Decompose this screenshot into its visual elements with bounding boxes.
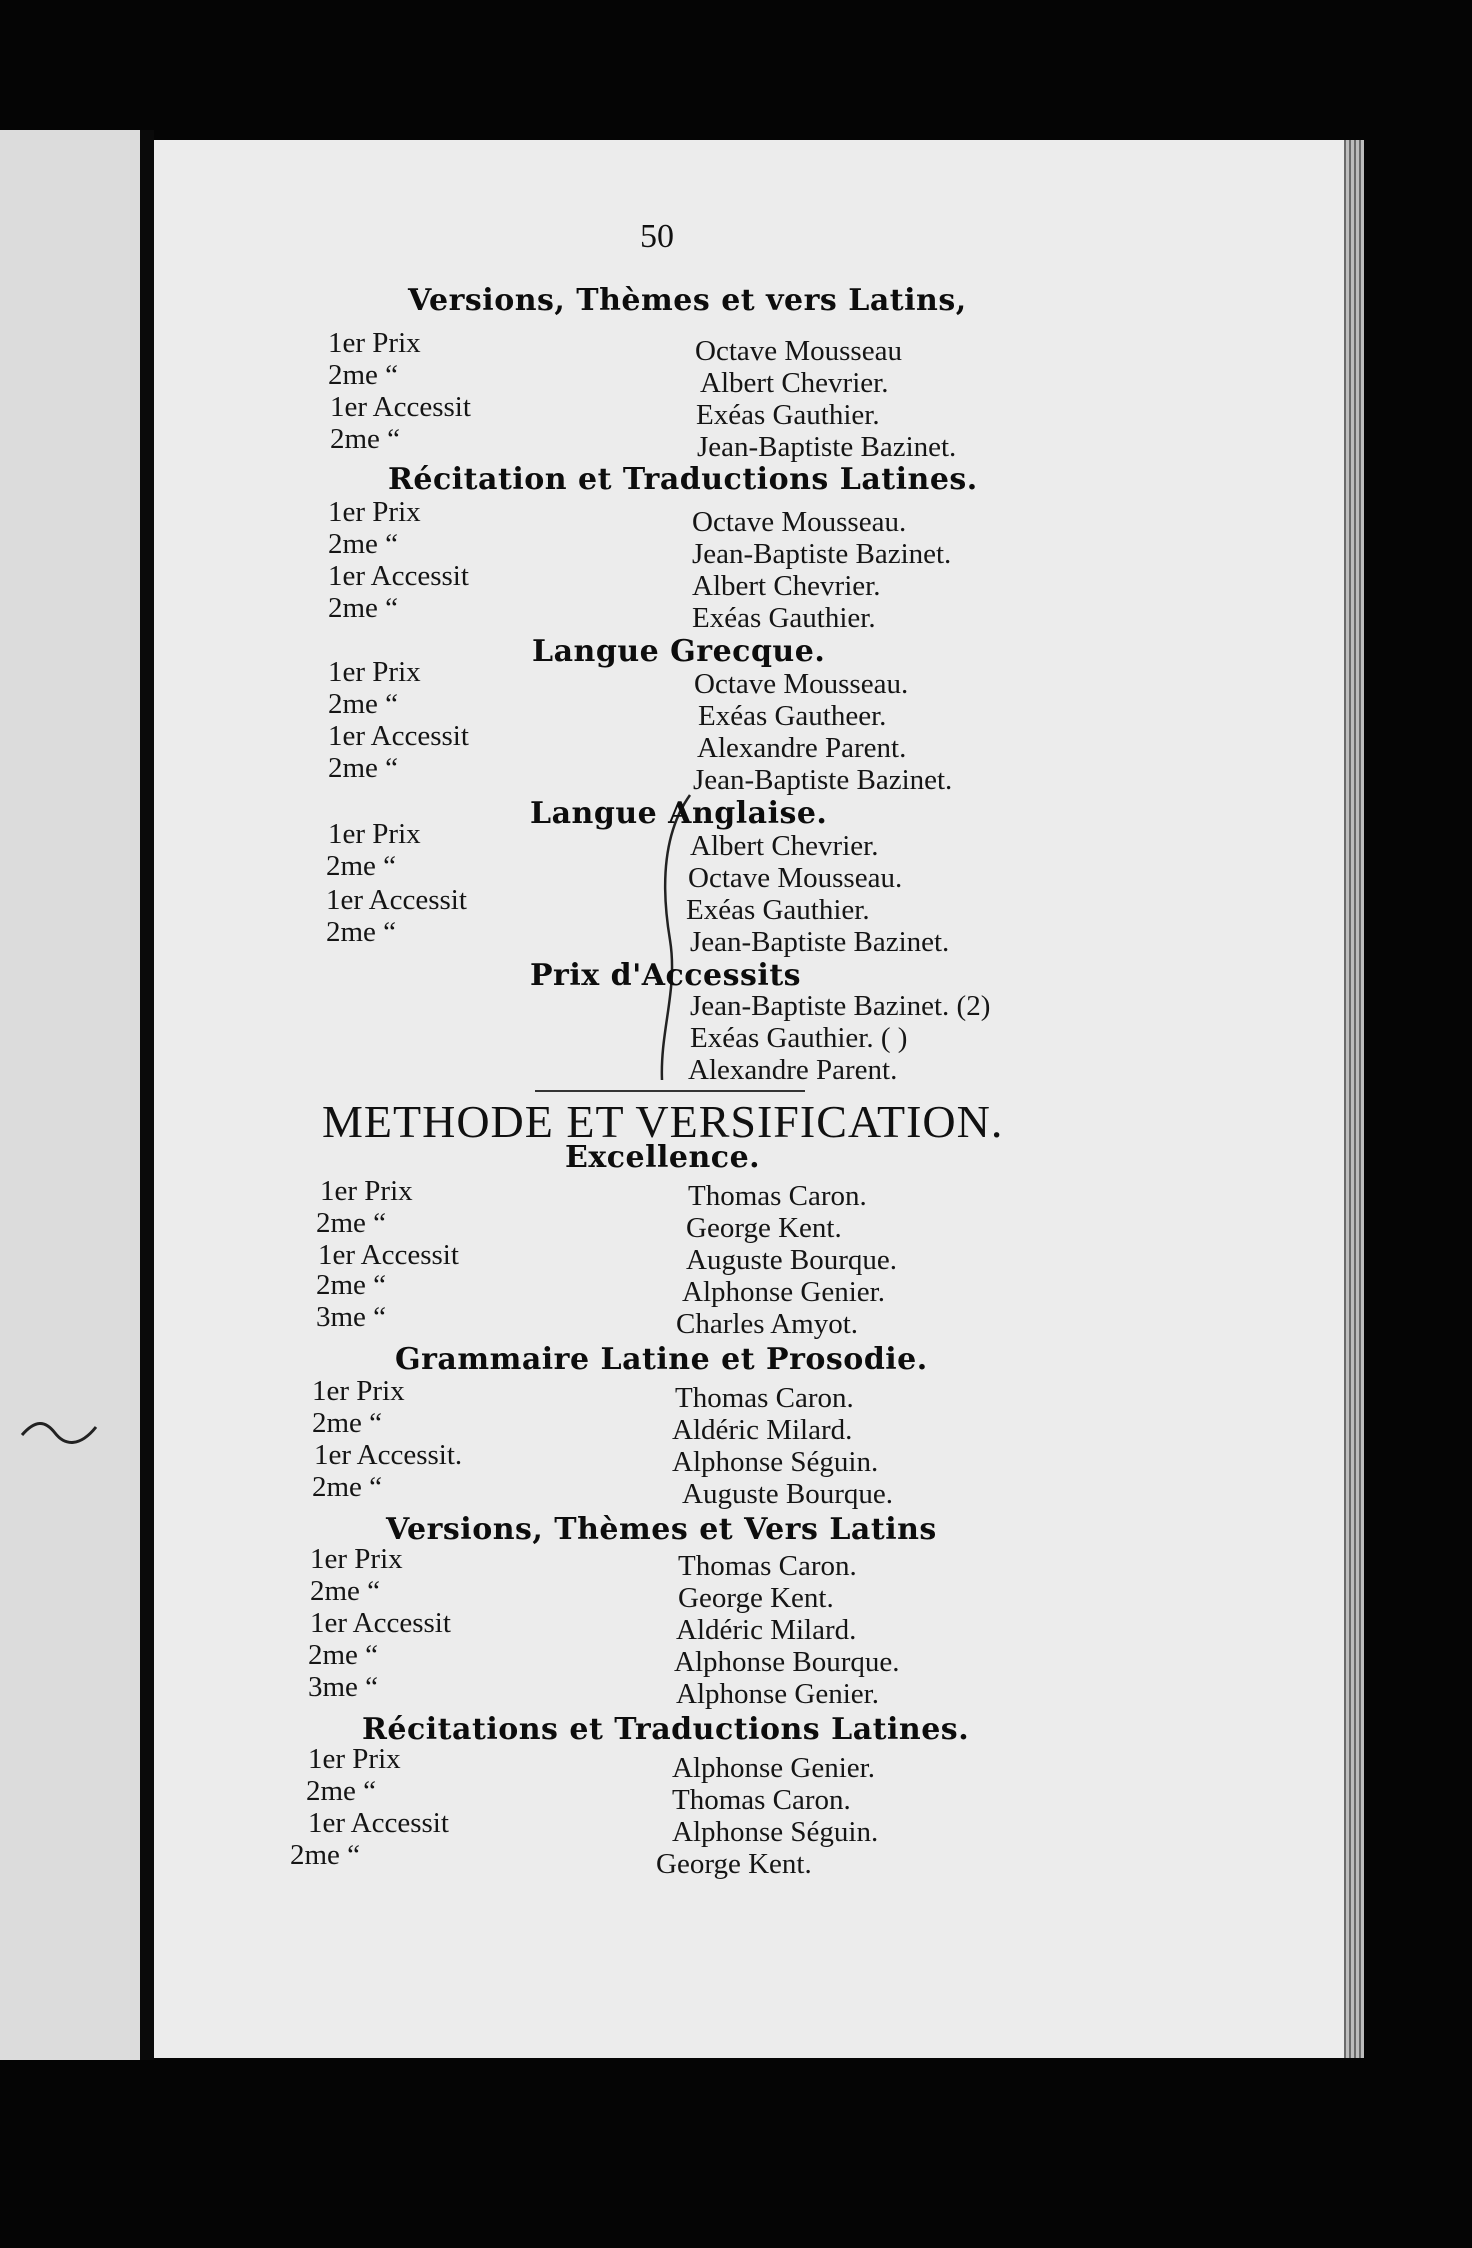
winner-name: Alphonse Genier. — [676, 1678, 879, 1710]
winner-name: Exéas Gauthier. — [696, 399, 880, 431]
rank-label: 2me “ — [306, 1775, 377, 1807]
rank-label: 1er Accessit — [328, 560, 469, 592]
rank-label: 1er Accessit — [308, 1807, 449, 1839]
heading-excellence: Excellence. — [565, 1140, 761, 1175]
rank-label: 2me “ — [328, 688, 399, 720]
heading-recitation-traductions: Récitation et Traductions Latines. — [388, 462, 978, 497]
winner-name: Exéas Gautheer. — [698, 700, 887, 732]
winner-name: Jean-Baptiste Bazinet. (2) — [690, 990, 991, 1022]
rank-label: 2me “ — [312, 1407, 383, 1439]
rank-label: 1er Accessit — [328, 720, 469, 752]
rank-label: 1er Accessit — [318, 1239, 459, 1271]
winner-name: George Kent. — [656, 1848, 812, 1880]
winner-name: Alexandre Parent. — [688, 1054, 898, 1086]
rank-label: 2me “ — [316, 1269, 387, 1301]
rank-label: 2me “ — [328, 752, 399, 784]
section-divider — [535, 1090, 805, 1092]
winner-name: Aldéric Milard. — [676, 1614, 857, 1646]
page-edge — [1344, 140, 1364, 2058]
rank-label: 2me “ — [328, 528, 399, 560]
rank-label: 1er Prix — [312, 1375, 405, 1407]
winner-name: Alphonse Genier. — [682, 1276, 885, 1308]
page-number: 50 — [640, 218, 674, 255]
rank-label: 1er Prix — [320, 1175, 413, 1207]
winner-name: Albert Chevrier. — [692, 570, 881, 602]
heading-versions-themes-latins: Versions, Thèmes et vers Latins, — [408, 283, 967, 318]
rank-label: 3me “ — [308, 1671, 379, 1703]
winner-name: Octave Mousseau — [695, 335, 902, 367]
winner-name: Auguste Bourque. — [682, 1478, 894, 1510]
winner-name: Octave Mousseau. — [694, 668, 909, 700]
rank-label: 1er Accessit. — [314, 1439, 463, 1471]
winner-name: Alexandre Parent. — [697, 732, 907, 764]
winner-name: Jean-Baptiste Bazinet. — [690, 926, 950, 958]
winner-name: Thomas Caron. — [688, 1180, 867, 1212]
rank-label: 2me “ — [316, 1207, 387, 1239]
winner-name: Alphonse Bourque. — [674, 1646, 900, 1678]
gutter-rule — [140, 130, 154, 2060]
winner-name: Alphonse Séguin. — [672, 1816, 879, 1848]
rank-label: 1er Prix — [328, 656, 421, 688]
rank-label: 1er Accessit — [326, 884, 467, 916]
winner-name: Alphonse Genier. — [672, 1752, 875, 1784]
heading-versions-themes-vers-latins: Versions, Thèmes et Vers Latins — [386, 1512, 937, 1547]
heading-recitations-traductions: Récitations et Traductions Latines. — [362, 1712, 970, 1747]
rank-label: 2me “ — [328, 592, 399, 624]
winner-name: Alphonse Séguin. — [672, 1446, 879, 1478]
winner-name: Charles Amyot. — [676, 1308, 859, 1340]
pen-squiggle-mark — [20, 1415, 100, 1455]
rank-label: 1er Prix — [308, 1743, 401, 1775]
winner-name: George Kent. — [686, 1212, 842, 1244]
heading-grammaire-prosodie: Grammaire Latine et Prosodie. — [395, 1342, 928, 1377]
rank-label: 2me “ — [308, 1639, 379, 1671]
rank-label: 1er Prix — [310, 1543, 403, 1575]
heading-langue-grecque: Langue Grecque. — [532, 634, 826, 669]
rank-label: 2me “ — [326, 916, 397, 948]
rank-label: 2me “ — [328, 359, 399, 391]
rank-label: 3me “ — [316, 1301, 387, 1333]
rank-label: 2me “ — [312, 1471, 383, 1503]
rank-label: 2me “ — [326, 850, 397, 882]
heading-prix-accessits: Prix d'Accessits — [530, 958, 802, 993]
rank-label: 1er Prix — [328, 496, 421, 528]
heading-langue-anglaise: Langue Anglaise. — [530, 796, 828, 831]
winner-name: Jean-Baptiste Bazinet. — [692, 538, 952, 570]
rank-label: 1er Accessit — [330, 391, 471, 423]
rank-label: 1er Prix — [328, 327, 421, 359]
winner-name: Exéas Gauthier. — [686, 894, 870, 926]
section-title-methode-versification: METHODE ET VERSIFICATION. — [322, 1096, 1004, 1147]
winner-name: Thomas Caron. — [672, 1784, 851, 1816]
facing-page-strip — [0, 130, 140, 2060]
winner-name: Jean-Baptiste Bazinet. — [693, 764, 953, 796]
winner-name: Thomas Caron. — [675, 1382, 854, 1414]
winner-name: Exéas Gauthier. ( ) — [690, 1022, 908, 1054]
winner-name: Albert Chevrier. — [690, 830, 879, 862]
rank-label: 2me “ — [290, 1839, 361, 1871]
winner-name: Octave Mousseau. — [688, 862, 903, 894]
rank-label: 2me “ — [310, 1575, 381, 1607]
rank-label: 2me “ — [330, 423, 401, 455]
winner-name: Exéas Gauthier. — [692, 602, 876, 634]
winner-name: Thomas Caron. — [678, 1550, 857, 1582]
winner-name: Jean-Baptiste Bazinet. — [697, 431, 957, 463]
winner-name: Aldéric Milard. — [672, 1414, 853, 1446]
rank-label: 1er Prix — [328, 818, 421, 850]
winner-name: Octave Mousseau. — [692, 506, 907, 538]
rank-label: 1er Accessit — [310, 1607, 451, 1639]
winner-name: George Kent. — [678, 1582, 834, 1614]
winner-name: Albert Chevrier. — [700, 367, 889, 399]
winner-name: Auguste Bourque. — [686, 1244, 898, 1276]
